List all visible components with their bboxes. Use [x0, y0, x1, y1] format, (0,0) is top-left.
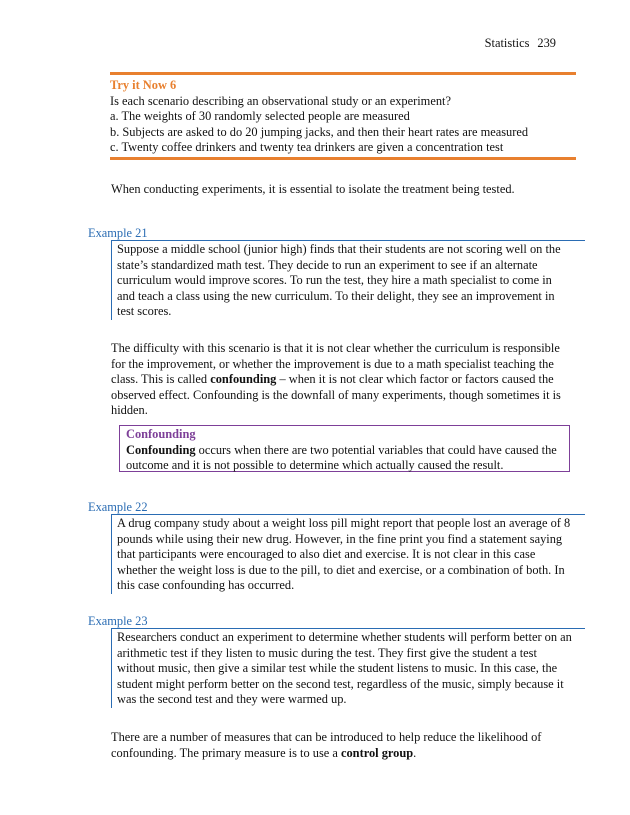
- try-box-top-rule: [110, 72, 576, 75]
- example-23-label: Example 23: [88, 614, 148, 628]
- example-22-body: [111, 514, 585, 594]
- example-23-text: Researchers conduct an experiment to determine whether students will perform better on an arithmetic test if they listen to music during the test. They first give the student a test without music, then give a similar test while the student listens to music. In this case, the student might perform better on the second test, regardless of the music, simply because it was the second test and they were warmed up.: [117, 630, 572, 707]
- example-21-text: Suppose a middle school (junior high) finds that their students are not scoring well on the state’s standardized math test. They decide to run an experiment to see if an alternate curriculum would improve scores. To run the test, they hire a math specialist to come in and teach a class using the new curriculum. To their delight, they see an improvement in test scores.: [117, 242, 561, 319]
- example-22-text: A drug company study about a weight loss pill might report that people lost an average of 8 pounds while using their new drug. However, in the fine print you find a statement saying that participants were encouraged to also diet and exercise. It is not clear in this case whether the weight loss is due to the pill, to diet and exercise, or a combination of both. In this case confounding has occurred.: [117, 516, 571, 593]
- definition-text: [126, 443, 569, 474]
- try-item-b: b. Subjects are asked to do 20 jumping jacks, and then their heart rates are measured: [110, 124, 529, 139]
- paragraph-measures: [111, 730, 556, 761]
- try-it-now-title: Try it Now 6: [110, 78, 177, 92]
- example-21-body: [111, 240, 585, 320]
- example-23-body: [111, 628, 585, 708]
- measures-text-before: There are a number of measures that can be introduced to help reduce the likelihood of confounding. The primary measure is to use a: [111, 730, 542, 760]
- measures-text-after: .: [413, 745, 417, 760]
- page-header: [477, 36, 556, 52]
- header-page-number: 239: [537, 36, 556, 50]
- try-box-bottom-rule: [110, 157, 576, 160]
- definition-body: occurs when there are two potential variables that could have caused the outcome and it is not possible to determine which actually caused the result.: [126, 442, 557, 473]
- try-it-now-box: [110, 72, 576, 160]
- example-21-label: Example 21: [88, 226, 148, 240]
- measures-term: control group: [340, 745, 414, 760]
- definition-box: [119, 425, 570, 472]
- header-section: Statistics: [484, 36, 530, 50]
- difficulty-term: confounding: [210, 372, 277, 387]
- difficulty-text-before: The difficulty with this scenario is that it is not clear whether the curriculum is responsible for the improvement, or whether the improvement is due to a math specialist teaching the class. This is called: [111, 341, 560, 387]
- try-item-c: c. Twenty coffee drinkers and twenty tea drinkers are given a concentration test: [110, 140, 504, 155]
- definition-term: Confounding: [126, 442, 196, 457]
- example-22-label: Example 22: [88, 500, 148, 514]
- try-question: Is each scenario describing an observational study or an experiment?: [110, 93, 451, 108]
- difficulty-text-after: – when it is not clear which factor or factors caused the observed effect. Confounding is the downfall of many experiments, though sometimes it is hidden.: [111, 372, 561, 418]
- try-item-a: a. The weights of 30 randomly selected people are measured: [110, 109, 410, 124]
- definition-title: Confounding: [126, 427, 196, 441]
- paragraph-isolate: When conducting experiments, it is essential to isolate the treatment being tested.: [111, 182, 515, 196]
- paragraph-difficulty: [111, 341, 573, 419]
